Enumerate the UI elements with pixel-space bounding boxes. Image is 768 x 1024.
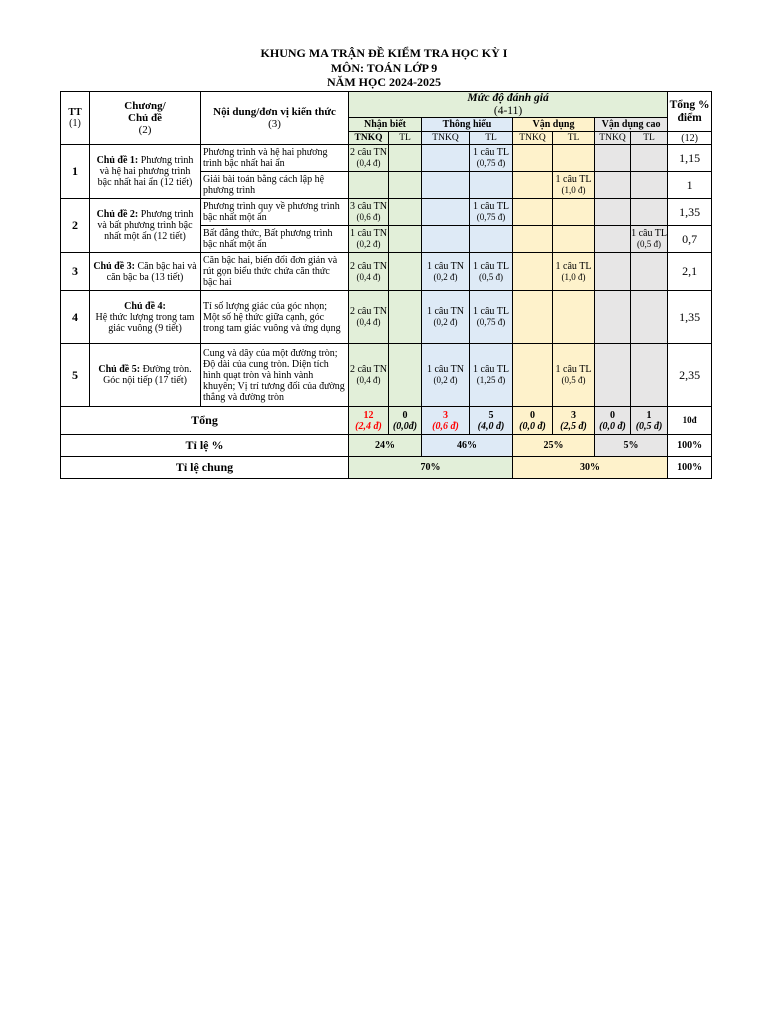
matrix-cell (631, 199, 668, 226)
matrix-cell (595, 291, 631, 344)
knowledge-content: Cung và dây của một đường tròn; Độ dài của cung tròn. Diện tích hình quạt tròn và hình vành khuyên; Vị trí tương đối của đường thẳng và đường tròn (201, 344, 349, 407)
question-count: 2 câu TN (349, 306, 388, 317)
question-count: 1 câu TN (426, 260, 465, 272)
question-points: (0,2 đ) (356, 239, 381, 249)
ratio-nhan-biet: 24% (349, 435, 422, 457)
common-ratio-applied: 30% (513, 457, 668, 479)
row-total-score: 1,35 (668, 291, 712, 344)
knowledge-content: Giải bài toán bằng cách lập hệ phương trình (201, 172, 349, 199)
matrix-cell (349, 172, 389, 199)
document-year: NĂM HỌC 2024-2025 (327, 75, 441, 89)
topic-label: Chủ đề 5: (98, 364, 141, 375)
column-total (349, 407, 389, 435)
document-header (0, 46, 768, 90)
question-count: 1 câu TL (555, 364, 592, 375)
column-total (422, 407, 470, 435)
matrix-cell (631, 145, 668, 172)
question-count: 1 câu TL (473, 147, 509, 158)
knowledge-content: Căn bậc hai, biến đổi đơn giản và rút gọn biểu thức chứa căn thức bậc hai (201, 253, 349, 291)
topic-name (90, 344, 201, 407)
topic-name (90, 145, 201, 199)
row-total-score: 2,1 (668, 253, 712, 291)
level-thong-hieu: Thông hiểu (422, 118, 513, 132)
header-content-label: Nội dung/đơn vị kiến thức (213, 106, 336, 118)
matrix-cell (389, 226, 422, 253)
column-total-points: (2,4 đ) (355, 420, 382, 432)
question-count: 2 câu TN (349, 260, 388, 272)
row-total-score: 1 (668, 172, 712, 199)
matrix-cell (595, 344, 631, 407)
column-total (631, 407, 668, 435)
knowledge-content: Bất đẳng thức, Bất phương trình bậc nhất một ẩn (201, 226, 349, 253)
column-total-points: (2,5 đ) (560, 420, 587, 432)
question-points: (0,5 đ) (637, 239, 662, 249)
matrix-cell (553, 344, 595, 407)
matrix-cell (513, 344, 553, 407)
matrix-cell (470, 199, 513, 226)
sub-header-tnkq: TNKQ (349, 132, 389, 145)
question-points: (1,0 đ) (561, 185, 586, 195)
topic-label: Chủ đề 3: (93, 260, 136, 272)
topic-number: 4 (61, 291, 90, 344)
table-row (61, 145, 712, 172)
header-tt (61, 92, 90, 145)
total-label: Tổng (61, 407, 349, 435)
column-total-points: (0,0 đ) (599, 420, 626, 432)
question-points: (0,2 đ) (433, 271, 458, 282)
topic-number: 1 (61, 145, 90, 199)
sub-header-tnkq: TNKQ (513, 132, 553, 145)
table-row (61, 344, 712, 407)
matrix-cell (470, 172, 513, 199)
matrix-cell (389, 172, 422, 199)
column-total (389, 407, 422, 435)
matrix-cell (389, 253, 422, 291)
matrix-cell (513, 253, 553, 291)
row-total-score: 1,15 (668, 145, 712, 172)
matrix-cell (631, 172, 668, 199)
question-points: (0,2 đ) (433, 375, 458, 385)
matrix-cell (553, 172, 595, 199)
column-total-points: (4,0 đ) (477, 420, 505, 432)
column-total (470, 407, 513, 435)
row-total-score: 2,35 (668, 344, 712, 407)
column-total-points: (0,0 đ) (519, 420, 546, 432)
level-van-dung: Vận dụng (513, 118, 595, 132)
matrix-cell (553, 291, 595, 344)
document-subject: MÔN: TOÁN LỚP 9 (330, 60, 438, 75)
ratio-total: 100% (668, 435, 712, 457)
matrix-cell (595, 172, 631, 199)
header-tt-num: (1) (69, 118, 81, 129)
question-points: (0,4 đ) (356, 158, 381, 168)
matrix-cell (595, 199, 631, 226)
topic-name (90, 253, 201, 291)
topic-number: 5 (61, 344, 90, 407)
question-count: 1 câu TN (426, 306, 465, 317)
ratio-van-dung: 25% (513, 435, 595, 457)
ratio-thong-hieu: 46% (422, 435, 513, 457)
question-count: 2 câu TN (349, 364, 388, 375)
matrix-cell (553, 199, 595, 226)
sub-header-tl: TL (553, 132, 595, 145)
matrix-cell (553, 226, 595, 253)
matrix-cell (349, 344, 389, 407)
column-total-points: (0,5 đ) (635, 420, 663, 432)
column-total-count: 0 (610, 409, 615, 421)
question-count: 2 câu TN (349, 147, 388, 158)
column-total (513, 407, 553, 435)
matrix-cell (513, 199, 553, 226)
matrix-cell (470, 226, 513, 253)
matrix-cell (470, 253, 513, 291)
column-total-points: (0,6 đ) (432, 420, 459, 432)
header-content (201, 92, 349, 145)
matrix-cell (389, 291, 422, 344)
level-nhan-biet: Nhận biết (349, 118, 422, 132)
question-count: 1 câu TL (555, 174, 592, 185)
matrix-cell (631, 291, 668, 344)
grand-total: 10đ (668, 407, 712, 435)
header-level (349, 92, 668, 118)
topic-title: Phương trình và hệ hai phương trình bậc nhất hai ẩn (12 tiết) (97, 155, 194, 188)
matrix-cell (631, 253, 668, 291)
question-points: (0,75 đ) (476, 317, 506, 327)
matrix-cell (422, 253, 470, 291)
matrix-cell (553, 253, 595, 291)
question-points: (0,4 đ) (356, 271, 381, 282)
header-chapter-label2: Chủ đề (128, 112, 162, 124)
header-total-num: (12) (668, 132, 712, 145)
matrix-cell (470, 145, 513, 172)
matrix-cell (595, 253, 631, 291)
question-count: 1 câu TN (349, 228, 388, 239)
question-points: (0,5 đ) (561, 375, 586, 385)
topic-name (90, 291, 201, 344)
matrix-cell (595, 226, 631, 253)
column-total-count: 12 (363, 409, 374, 421)
question-points: (1,25 đ) (476, 375, 506, 385)
question-count: 1 câu TL (473, 260, 509, 272)
header-total (668, 92, 712, 132)
level-van-dung-cao: Vận dụng cao (595, 118, 668, 132)
question-points: (0,4 đ) (356, 375, 381, 385)
question-count: 1 câu TL (555, 260, 592, 272)
question-points: (0,75 đ) (476, 212, 506, 222)
sub-header-tnkq: TNKQ (422, 132, 470, 145)
matrix-cell (513, 145, 553, 172)
matrix-cell (513, 291, 553, 344)
common-ratio-label: Tỉ lệ chung (61, 457, 349, 479)
column-total-count: 1 (646, 409, 652, 421)
column-total (553, 407, 595, 435)
sub-header-tnkq: TNKQ (595, 132, 631, 145)
topic-title: Phương trình và bất phương trình bậc nhất một ẩn (12 tiết) (97, 209, 194, 242)
question-points: (1,0 đ) (561, 271, 586, 282)
question-count: 1 câu TN (426, 364, 465, 375)
matrix-cell (513, 172, 553, 199)
question-count: 3 câu TN (349, 201, 388, 212)
sub-header-tl: TL (631, 132, 668, 145)
column-total (595, 407, 631, 435)
header-chapter (90, 92, 201, 145)
question-points: (0,2 đ) (433, 317, 458, 327)
matrix-cell (631, 226, 668, 253)
matrix-cell (470, 344, 513, 407)
table-row (61, 291, 712, 344)
matrix-cell (349, 199, 389, 226)
matrix-cell (513, 226, 553, 253)
matrix-cell (631, 344, 668, 407)
matrix-cell (595, 145, 631, 172)
matrix-cell (422, 344, 470, 407)
matrix-cell (422, 199, 470, 226)
topic-title: Hệ thức lượng trong tam giác vuông (9 tiết) (95, 311, 195, 334)
row-total-score: 1,35 (668, 199, 712, 226)
topic-label: Chủ đề 2: (96, 209, 139, 220)
matrix-cell (389, 145, 422, 172)
header-level-label: Mức độ đánh giá (467, 92, 549, 104)
common-ratio-total: 100% (668, 457, 712, 479)
ratio-van-dung-cao: 5% (595, 435, 668, 457)
sub-header-tl: TL (470, 132, 513, 145)
matrix-cell (422, 145, 470, 172)
matrix-cell (553, 145, 595, 172)
column-total-count: 3 (443, 409, 448, 421)
matrix-cell (349, 291, 389, 344)
column-total-count: 5 (488, 409, 494, 421)
topic-name (90, 199, 201, 253)
matrix-cell (349, 226, 389, 253)
row-total-score: 0,7 (668, 226, 712, 253)
column-total-count: 3 (571, 409, 576, 421)
question-points: (0,4 đ) (356, 317, 381, 327)
matrix-cell (389, 344, 422, 407)
header-content-num: (3) (268, 118, 281, 130)
matrix-cell (422, 226, 470, 253)
sub-header-tl: TL (389, 132, 422, 145)
question-count: 1 câu TL (473, 306, 509, 317)
knowledge-content: Tỉ số lượng giác của góc nhọn; Một số hệ thức giữa cạnh, góc trong tam giác vuông và ứng dụng (201, 291, 349, 344)
topic-label: Chủ đề 1: (96, 155, 139, 166)
topic-number: 3 (61, 253, 90, 291)
question-count: 1 câu TL (631, 228, 667, 239)
knowledge-content: Phương trình quy về phương trình bậc nhất một ẩn (201, 199, 349, 226)
common-ratio-basic: 70% (349, 457, 513, 479)
column-total-points: (0,0đ) (392, 420, 418, 432)
header-chapter-label: Chương/ (124, 100, 166, 112)
table-row (61, 253, 712, 291)
header-chapter-num: (2) (138, 124, 152, 136)
question-points: (0,5 đ) (479, 271, 503, 282)
ratio-label: Tỉ lệ % (61, 435, 349, 457)
question-points: (0,6 đ) (356, 212, 381, 222)
knowledge-content: Phương trình và hệ hai phương trình bậc nhất hai ẩn (201, 145, 349, 172)
column-total-count: 0 (530, 409, 535, 421)
column-total-count: 0 (402, 409, 408, 421)
header-tt-label: TT (68, 107, 82, 118)
table-row (61, 199, 712, 226)
topic-title: Đường tròn. Góc nội tiếp (17 tiết) (103, 364, 192, 386)
matrix-cell (422, 291, 470, 344)
matrix-cell (349, 145, 389, 172)
header-level-num: (4-11) (493, 104, 523, 117)
document-title: KHUNG MA TRẬN ĐỀ KIỂM TRA HỌC KỲ I (260, 46, 508, 60)
matrix-cell (422, 172, 470, 199)
matrix-cell (470, 291, 513, 344)
topic-label: Chủ đề 4: (124, 300, 166, 312)
topic-title: Căn bậc hai và căn bậc ba (13 tiết) (106, 260, 197, 283)
question-count: 1 câu TL (473, 201, 509, 212)
header-total-label: Tổng % (669, 99, 710, 111)
matrix-cell (349, 253, 389, 291)
question-points: (0,75 đ) (476, 158, 506, 168)
question-count: 1 câu TL (473, 364, 509, 375)
matrix-cell (389, 199, 422, 226)
topic-number: 2 (61, 199, 90, 253)
assessment-matrix-table (60, 91, 712, 479)
header-total-label2: điểm (677, 111, 702, 124)
